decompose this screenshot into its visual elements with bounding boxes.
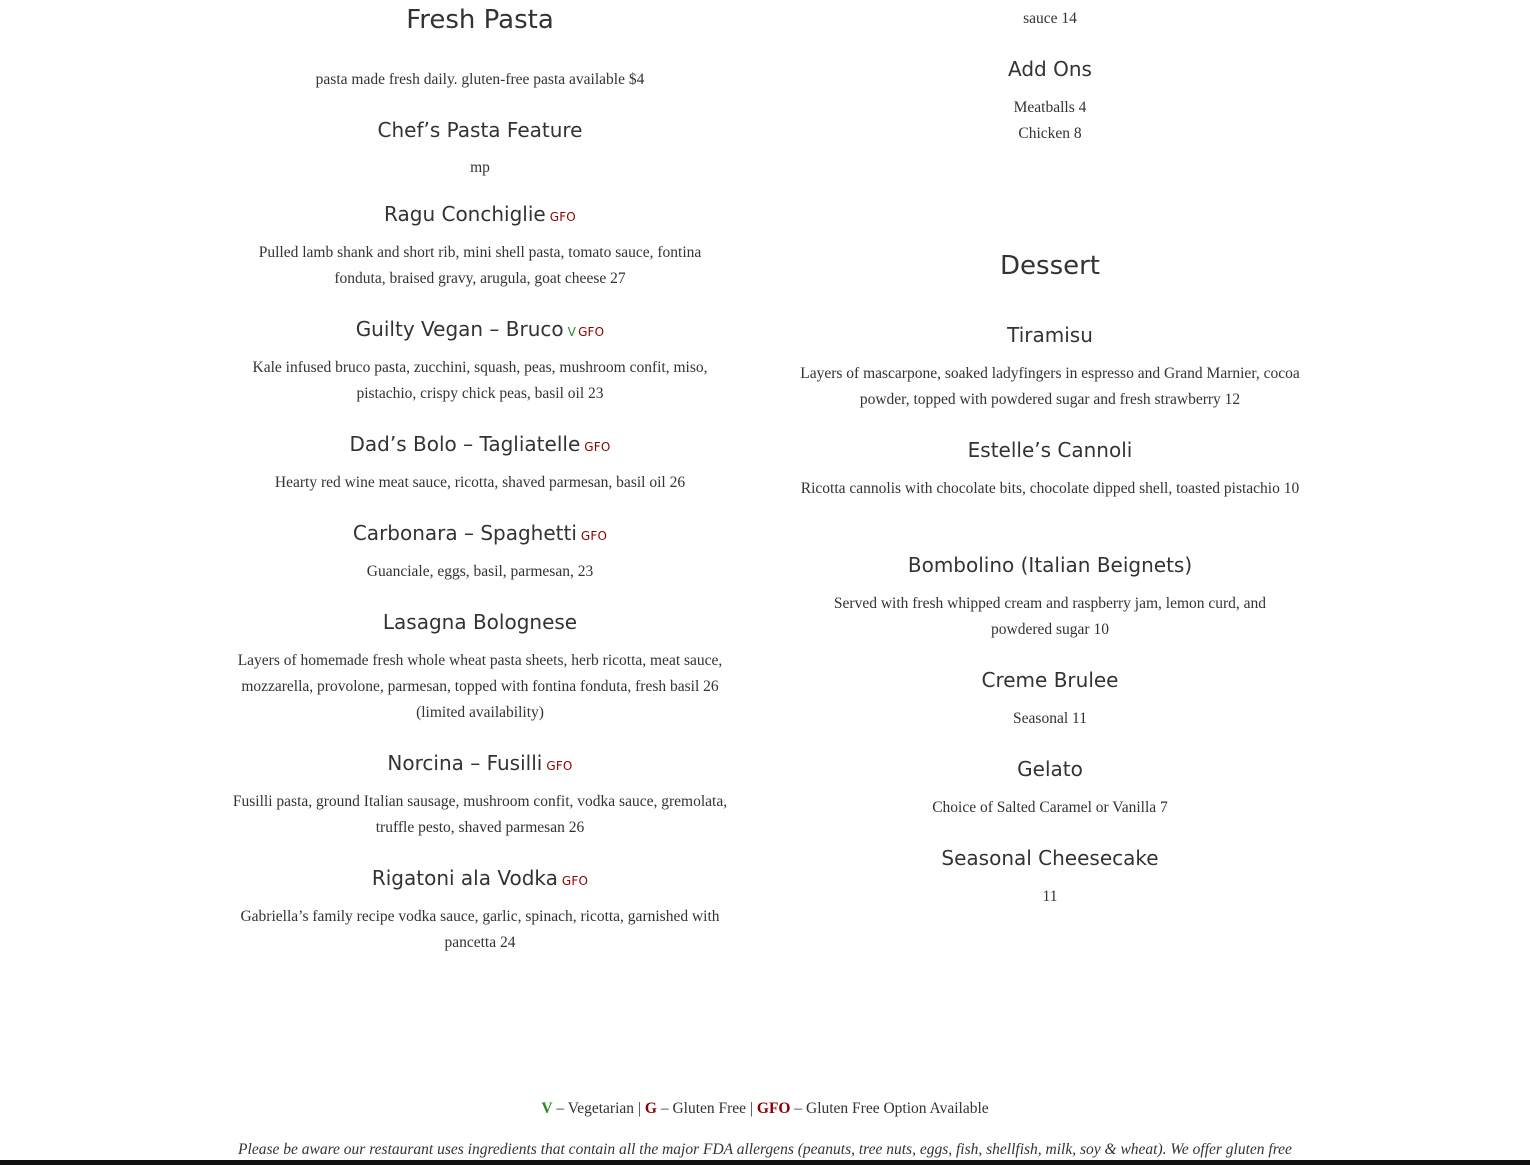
menu-item-desc: Seasonal 11 [1013, 710, 1087, 727]
section-title-fresh-pasta: Fresh Pasta [406, 5, 554, 35]
menu-item-desc: 11 [1042, 888, 1058, 905]
menu-item-title: Bombolino (Italian Beignets) [907, 553, 1193, 577]
menu-item-title: Norcina – Fusilli GFO [387, 751, 573, 775]
add-ons-title: Add Ons [1008, 57, 1092, 81]
menu-item-desc: Kale infused bruco pasta, zucchini, squash, peas, mushroom confit, miso, pistachio, crispy chick peas, basil oil 23 [252, 359, 708, 402]
legend-gfo-text: – Gluten Free Option Available [794, 1100, 989, 1117]
section-note: pasta made fresh daily. gluten-free pasta available $4 [315, 71, 645, 88]
menu-item-title: Seasonal Cheesecake [941, 846, 1159, 870]
legend-v: V [541, 1100, 553, 1117]
bottom-bar [0, 1160, 1530, 1165]
legend-g: G [644, 1100, 657, 1117]
legend-g-text: – Gluten Free | [660, 1100, 754, 1117]
menu-item-desc: Fusilli pasta, ground Italian sausage, mushroom confit, vodka sauce, gremolata, truffle pesto, shaved parmesan 26 [232, 793, 728, 836]
gfo-badge: GFO [561, 874, 589, 888]
menu-item-title: Carbonara – Spaghetti GFO [352, 521, 608, 545]
menu-item-desc: Served with fresh whipped cream and raspberry jam, lemon curd, and powdered sugar 10 [833, 595, 1267, 638]
partial-item-desc: sauce 14 [1023, 10, 1077, 27]
menu-item-title: Gelato [1017, 757, 1083, 781]
menu-item-title: Chef’s Pasta Feature [377, 118, 583, 142]
add-on-item: Meatballs 4 [1013, 99, 1087, 116]
gfo-badge: GFO [546, 759, 573, 773]
menu-item-desc: mp [470, 159, 490, 176]
menu-item-title: Tiramisu [1007, 323, 1093, 347]
vegetarian-badge: V [567, 325, 577, 339]
gfo-badge: GFO [580, 529, 608, 543]
gfo-badge: GFO [578, 325, 605, 339]
section-title-dessert: Dessert [1000, 251, 1100, 281]
menu-item-desc: Choice of Salted Caramel or Vanilla 7 [932, 799, 1168, 816]
menu-item-title: Guilty Vegan – Bruco V GFO [355, 317, 605, 341]
dietary-legend [0, 1097, 1530, 1121]
menu-item-desc: Hearty red wine meat sauce, ricotta, shaved parmesan, basil oil 26 [274, 474, 686, 491]
gfo-badge: GFO [549, 210, 576, 224]
menu-item-title: Ragu Conchiglie GFO [384, 202, 576, 226]
menu-item-title: Rigatoni ala Vodka GFO [371, 866, 589, 890]
menu-item-title: Creme Brulee [981, 668, 1119, 692]
menu-item-title: Estelle’s Cannoli [967, 438, 1133, 462]
gfo-badge: GFO [584, 440, 611, 454]
menu-item-desc: Gabriella’s family recipe vodka sauce, garlic, spinach, ricotta, garnished with pancetta 24 [240, 908, 720, 951]
allergen-disclaimer: Please be aware our restaurant uses ingredients that contain all the major FDA allergens (peanuts, tree nuts, eggs, fish, shellfish, milk, soy & wheat). We offer gluten free [238, 1141, 1292, 1158]
legend-gfo: GFO [756, 1100, 791, 1117]
menu-item-desc: Layers of homemade fresh whole wheat pasta sheets, herb ricotta, meat sauce, mozzarella, provolone, parmesan, topped with fontina fonduta, fresh basil 26 (limited availability) [237, 652, 723, 721]
menu-item-desc: Guanciale, eggs, basil, parmesan, 23 [366, 563, 594, 580]
legend-v-text: – Vegetarian | [556, 1100, 641, 1117]
menu-item-title: Dad’s Bolo – Tagliatelle GFO [349, 432, 611, 456]
menu-item-desc: Ricotta cannolis with chocolate bits, chocolate dipped shell, toasted pistachio 10 [800, 480, 1300, 497]
menu-item-desc: Layers of mascarpone, soaked ladyfingers in espresso and Grand Marnier, cocoa powder, topped with powdered sugar and fresh strawberry 12 [800, 365, 1300, 408]
menu-item-desc: Pulled lamb shank and short rib, mini shell pasta, tomato sauce, fontina fonduta, braised gravy, arugula, goat cheese 27 [258, 244, 702, 287]
add-on-item: Chicken 8 [1018, 125, 1082, 142]
menu-item-title: Lasagna Bolognese [382, 610, 578, 634]
